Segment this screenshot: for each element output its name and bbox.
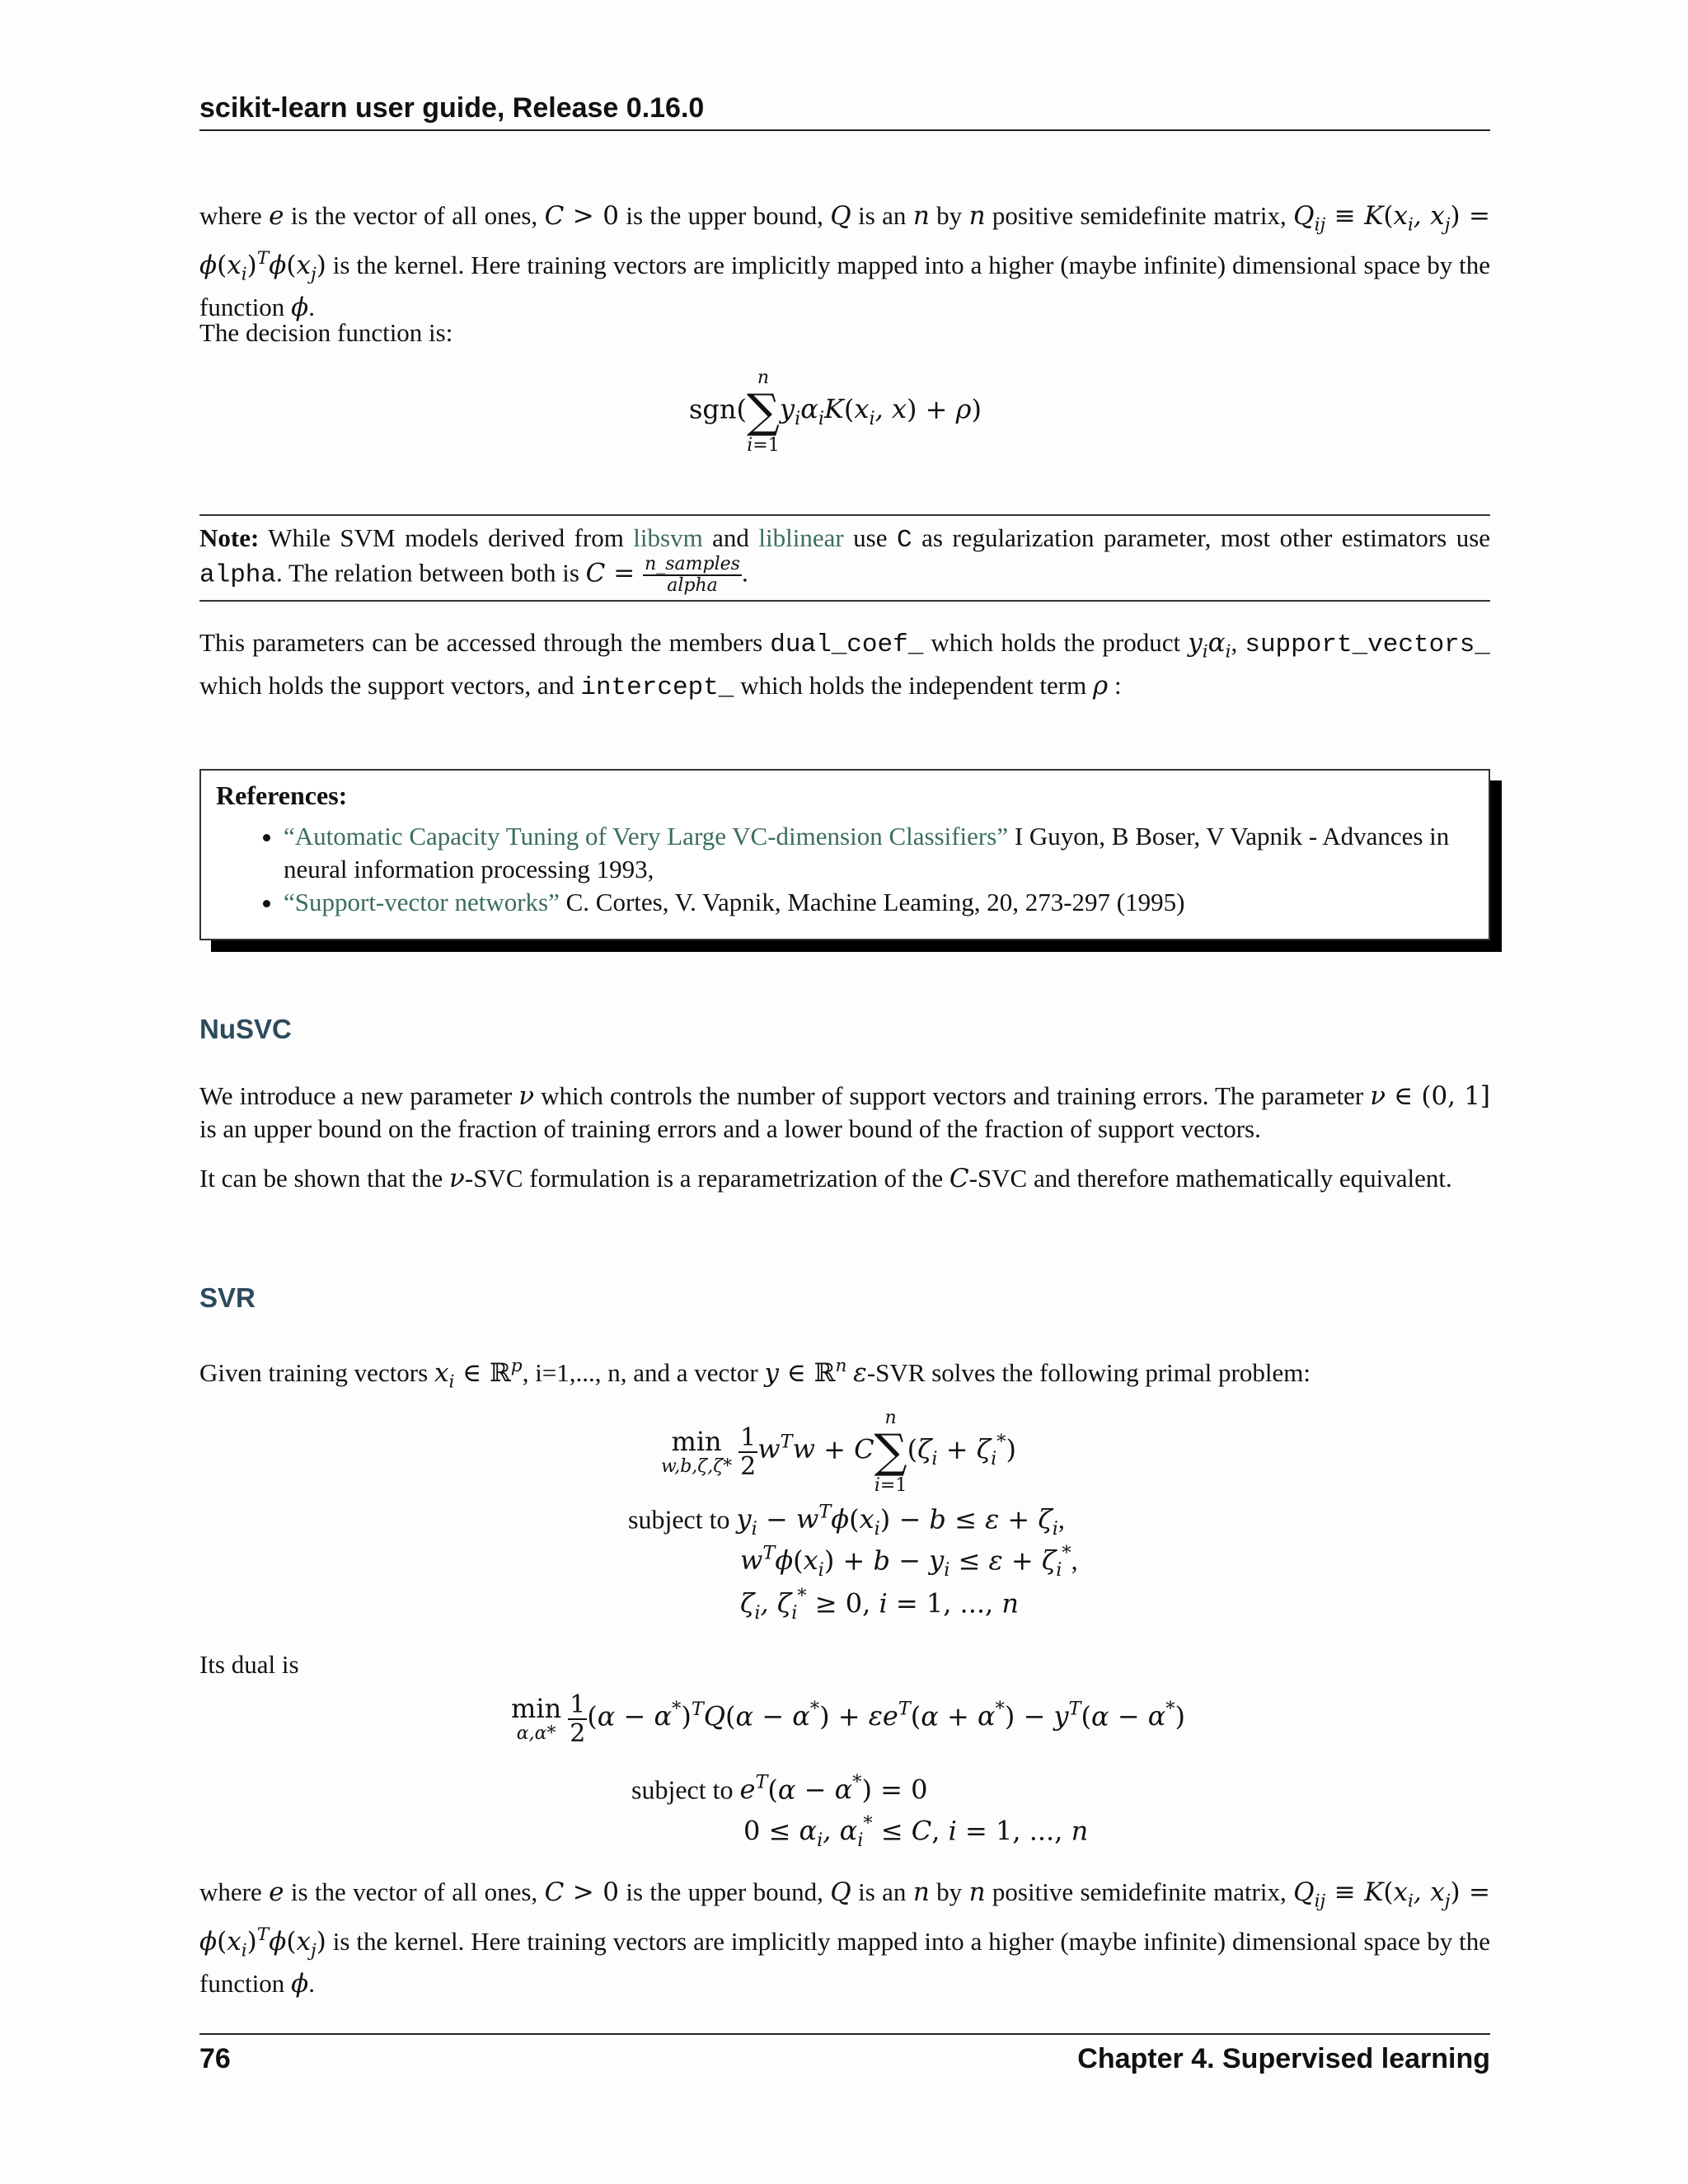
svr-primal-constraint-2: $w^T\phi(x_i) + b - y_i \le \varepsilon + \zeta_i^*$, (740, 1543, 1078, 1582)
reference-item: • “Support-vector networks” C. Cortes, V. Vapnik, Machine Leaming, 20, 273-297 (1995) (284, 886, 1470, 919)
decision-function-label: The decision function is: (199, 318, 453, 347)
svr-primal-constraint-3: $\zeta_i$, $\zeta_i^* \ge 0$, i = 1, ..., n (740, 1586, 1019, 1624)
members-paragraph: This parameters can be accessed through the members dual_coef_ which holds the product $y_i\alpha_i$, support_vectors_ which holds the support vectors, and intercept_ which holds the independent term ρ : (199, 628, 1490, 702)
reference-item: • “Automatic Capacity Tuning of Very Large VC-dimension Classifiers” I Guyon, B Boser, V Vapnik - Advances in neural information processing 1993, (284, 820, 1470, 886)
svr-dual-objective: min α,α* $\frac{1}{2}$ $(\alpha - \alpha^*)^TQ(\alpha - \alpha^*) + \varepsilon e^T(\alpha + \alpha^*) - y^T(\alpha - \alpha^*)$ (511, 1690, 1186, 1748)
libsvm-link[interactable]: libsvm (633, 523, 703, 552)
svr-where-paragraph: where e is the vector of all ones, C > 0 is the upper bound, Q is an n by n positive semidefinite matrix, $Q_{ij} \equiv K(x_i$, $x_j) = \phi(x_i)^T\phi(x_j)$ is the kernel. Here training vectors are implicitly mapped into a higher (maybe infinite) dimensional space by the function ϕ. (199, 1877, 1491, 1999)
reference-link[interactable]: “Support-vector networks” (284, 888, 560, 916)
svr-heading: SVR (199, 1282, 256, 1313)
note-bottom-rule (199, 600, 1490, 602)
page-number: 76 (199, 2043, 231, 2074)
svr-dual-label: Its dual is (199, 1650, 299, 1679)
decision-function-equation: sgn( n ∑ i=1 $y_i\alpha_iK(x_i$, x) + ρ) (689, 368, 982, 456)
svr-dual-constraint-1: subject to $e^T(\alpha - \alpha^*) = 0$ (631, 1772, 928, 1806)
chapter-title: Chapter 4. Supervised learning (1077, 2043, 1490, 2074)
note-top-rule (199, 514, 1490, 516)
nusvc-paragraph-2: It can be shown that the ν-SVC formulation is a reparametrization of the C-SVC and therefore mathematically equivalent. (199, 1164, 1452, 1193)
nusvc-paragraph-1: We introduce a new parameter ν which controls the number of support vectors and training errors. The parameter ν ∈ (0, 1] is an upper bound on the fraction of training errors and a lower bound of the fraction of support vectors. (199, 1081, 1491, 1143)
liblinear-link[interactable]: liblinear (758, 523, 844, 552)
svr-primal-objective: min w,b,ζ,ζ* $\frac{1}{2}$ $w^Tw + C$ n ∑ i=1 $(\zeta_i + \zeta_i^*)$ (661, 1408, 1016, 1496)
svr-paragraph: Given training vectors $x_i$ ∈ ℝ$^p$, i=1,..., n, and a vector y ∈ ℝ$^n$ ε-SVR solves the following primal problem: (199, 1356, 1311, 1393)
svr-primal-constraint-1: subject to $y_i - w^T\phi(x_i) - b \le \varepsilon + \zeta_i$, (628, 1502, 1065, 1540)
running-header: scikit-learn user guide, Release 0.16.0 (199, 92, 1490, 131)
references-title: References: (216, 780, 348, 810)
page-footer (199, 2033, 1490, 2075)
intro-paragraph: where e is the vector of all ones, C > 0 is the upper bound, Q is an n by n positive semidefinite matrix, $Q_{ij} \equiv K(x_i$, $x_j) = \phi(x_i)^T\phi(x_j)$ is the kernel. Here training vectors are implicitly mapped into a higher (maybe infinite) dimensional space by the function ϕ. (199, 201, 1491, 323)
nusvc-heading: NuSVC (199, 1014, 292, 1044)
note-block: Note: While SVM models derived from libsvm and liblinear use C as regularization parameter, most other estimators use alpha. The relation between both is C = $\frac{\text{n\_samples}}{\text{alpha}}$ . (199, 523, 1491, 597)
references-list (251, 820, 1470, 919)
svr-dual-constraint-2: $0 \le \alpha_i$, $\alpha_i^* \le C$, i = 1, ..., n (743, 1813, 1089, 1852)
reference-link[interactable]: “Automatic Capacity Tuning of Very Large VC-dimension Classifiers” (284, 822, 1009, 851)
references-box (199, 769, 1490, 940)
